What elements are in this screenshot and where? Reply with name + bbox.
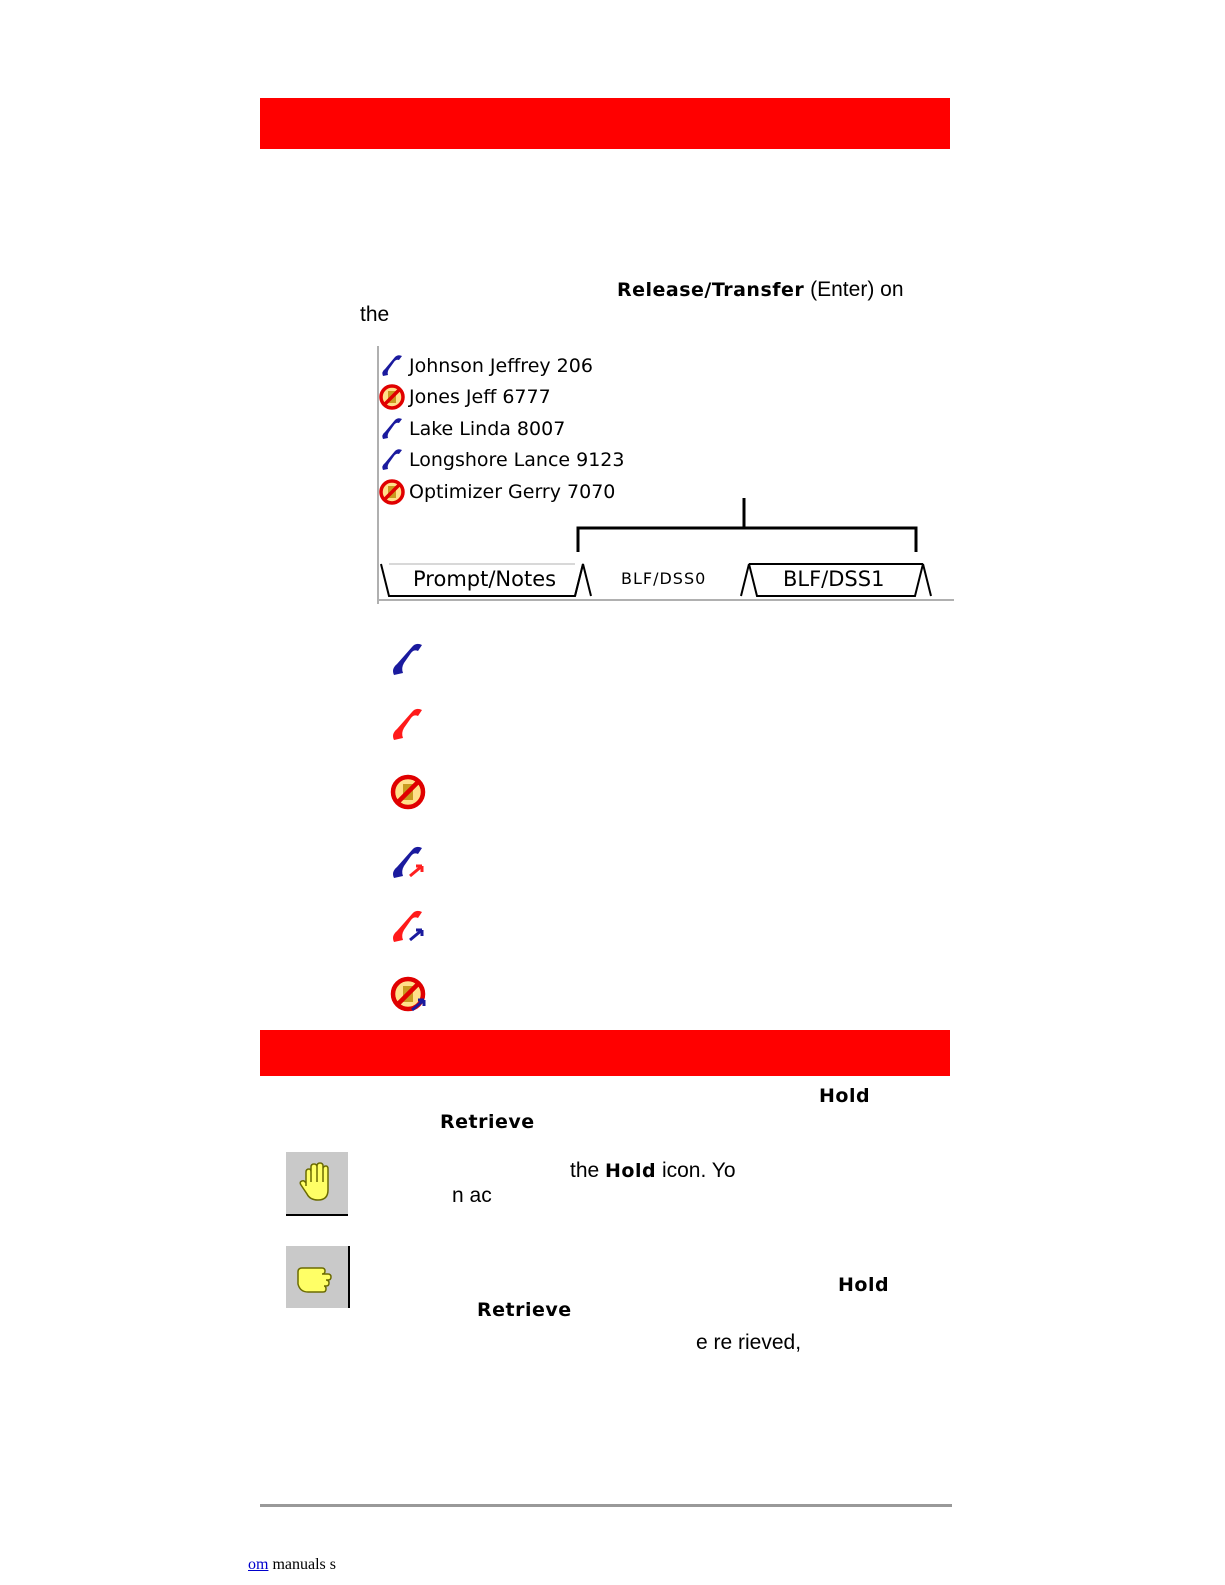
- blf-entry-name: Jones Jeff 6777: [409, 386, 551, 408]
- hold-inline-label: Hold: [605, 1160, 657, 1182]
- phone-red-forward-icon: [388, 906, 428, 946]
- retrieve-label-2: Retrieve: [477, 1299, 572, 1321]
- tab-blf-dss1[interactable]: BLF/DSS1: [783, 567, 885, 591]
- hold-button[interactable]: [286, 1152, 348, 1216]
- hold-label: Hold: [819, 1085, 871, 1107]
- do-not-disturb-icon: [377, 382, 407, 412]
- blf-entry: [377, 382, 551, 412]
- footer-rest: manuals s: [268, 1556, 336, 1573]
- footer-rule: [260, 1504, 952, 1507]
- hold-description: the Hold icon. Yo: [570, 1159, 736, 1182]
- blf-entry-name: Johnson Jeffrey 206: [409, 355, 593, 377]
- instruction-line-1: [617, 278, 904, 302]
- tab-blf-dss0[interactable]: BLF/DSS0: [621, 569, 707, 588]
- retrieve-label: Retrieve: [440, 1111, 535, 1133]
- panel-bottom-border: [377, 599, 954, 601]
- blf-panel-screenshot: [377, 346, 954, 604]
- footer-link[interactable]: om: [248, 1556, 269, 1573]
- blf-entry: [377, 414, 565, 444]
- hold-description-line2: n ac: [452, 1184, 492, 1207]
- retrieve-hand-icon: [286, 1246, 348, 1308]
- tab-prompt-notes[interactable]: Prompt/Notes: [413, 567, 557, 591]
- blf-entry-name: Longshore Lance 9123: [409, 449, 625, 471]
- section-header-banner: [260, 98, 950, 149]
- blf-entry: [377, 445, 624, 475]
- instruction-rest: (Enter) on: [804, 278, 904, 301]
- phone-blue-icon: [388, 639, 428, 679]
- instruction-line-2: the: [360, 303, 390, 326]
- hold-hand-icon: [286, 1152, 348, 1214]
- do-not-disturb-icon: [377, 477, 407, 507]
- do-not-disturb-icon: [388, 772, 428, 812]
- phone-blue-icon: [377, 351, 407, 381]
- phone-red-icon: [388, 704, 428, 744]
- section-header-banner-2: [260, 1030, 950, 1076]
- phone-blue-icon: [377, 414, 407, 444]
- release-transfer-label: Release/Transfer: [617, 279, 805, 301]
- do-not-disturb-forward-icon: [388, 974, 428, 1014]
- footer-text: [128, 1556, 336, 1574]
- callout-bracket: [572, 496, 922, 556]
- blf-entry-name: Lake Linda 8007: [409, 418, 566, 440]
- blf-entry: [377, 351, 593, 381]
- blf-entry-name: Optimizer Gerry 7070: [409, 481, 616, 503]
- hold-label-2: Hold: [838, 1274, 890, 1296]
- retrieved-text: e re rieved,: [696, 1331, 802, 1354]
- retrieve-button[interactable]: [286, 1246, 350, 1308]
- phone-blue-forward-icon: [388, 842, 428, 882]
- phone-blue-icon: [377, 445, 407, 475]
